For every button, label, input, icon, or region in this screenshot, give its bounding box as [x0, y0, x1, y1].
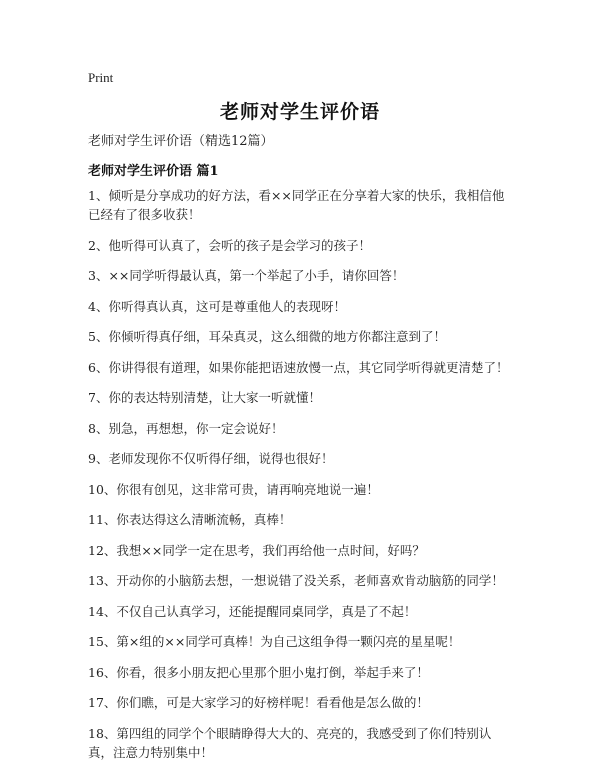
list-item: 8、别急，再想想，你一定会说好！ — [88, 420, 284, 436]
list-item: 9、老师发现你不仅听得仔细，说得也很好！ — [88, 451, 334, 466]
section-heading: 老师对学生评价语 篇1 — [88, 164, 219, 179]
print-label: Print — [88, 70, 114, 85]
list-item: 15、第×组的××同学可真棒！为自己这组争得一颗闪亮的星星呢！ — [88, 634, 461, 649]
list-item: 12、我想××同学一定在思考，我们再给他一点时间，好吗？ — [88, 542, 425, 558]
list-item: 18、第四组的同学个个眼睛睁得大大的、亮亮的，我感受到了你们特别认真，注意力特别集中！ — [88, 725, 492, 760]
list-item: 10、你很有创见，这非常可贵，请再响亮地说一遍！ — [88, 481, 379, 497]
document-subtitle: 老师对学生评价语（精选12篇） — [88, 134, 274, 149]
list-item: 13、开动你的小脑筋去想，一想说错了没关系，老师喜欢肯动脑筋的同学！ — [88, 573, 504, 588]
list-item: 3、××同学听得最认真，第一个举起了小手，请你回答！ — [88, 268, 405, 283]
evaluation-list — [88, 186, 514, 773]
list-item: 6、你讲得很有道理，如果你能把语速放慢一点，其它同学听得就更清楚了！ — [88, 359, 509, 375]
list-item: 4、你听得真认真，这可是尊重他人的表现呀！ — [88, 298, 346, 314]
list-item: 17、你们瞧，可是大家学习的好榜样呢！看看他是怎么做的！ — [88, 695, 429, 710]
list-item: 1、倾听是分享成功的好方法，看××同学正在分享着大家的快乐，我相信他已经有了很多收获！ — [88, 188, 505, 222]
page-title: 老师对学生评价语 — [219, 101, 380, 123]
list-item: 16、你看，很多小朋友把心里那个胆小鬼打倒，举起手来了！ — [88, 664, 429, 680]
list-item: 11、你表达得这么清晰流畅，真棒！ — [88, 512, 292, 527]
list-item: 7、你的表达特别清楚，让大家一听就懂！ — [88, 390, 321, 405]
list-item: 2、他听得可认真了，会听的孩子是会学习的孩子！ — [88, 237, 371, 253]
list-item: 5、你倾听得真仔细，耳朵真灵，这么细微的地方你都注意到了！ — [88, 329, 446, 344]
list-item: 14、不仅自己认真学习，还能提醒同桌同学，真是了不起！ — [88, 603, 417, 619]
